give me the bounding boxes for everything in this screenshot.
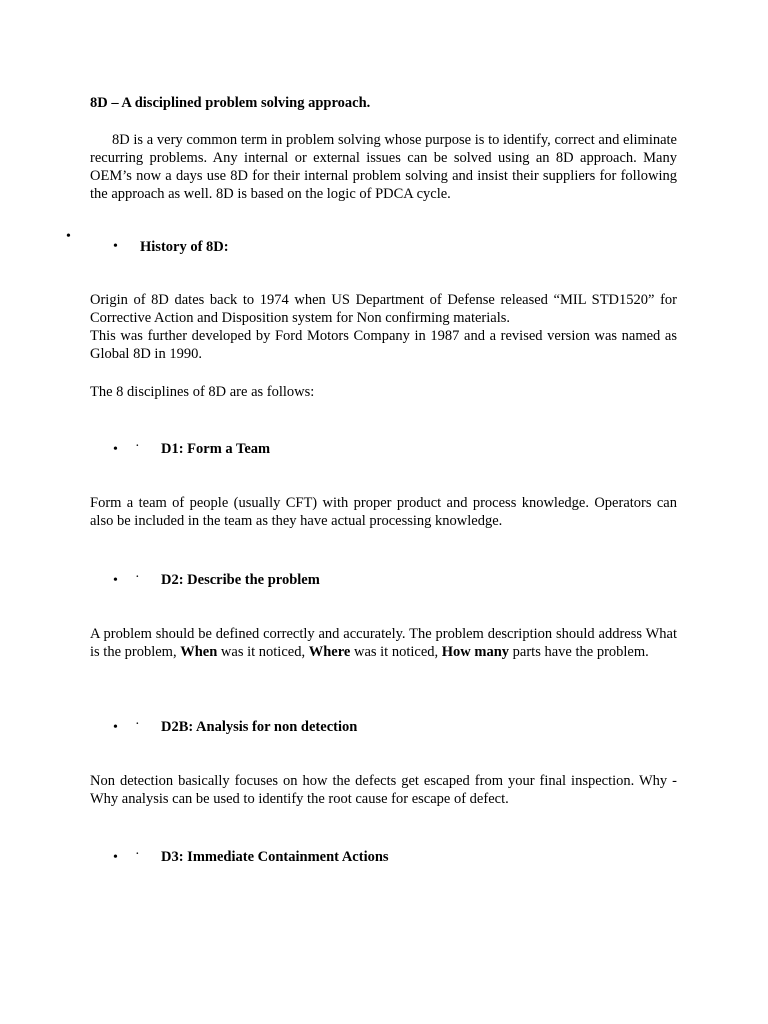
document-title: 8D – A disciplined problem solving approach. <box>90 95 371 111</box>
d1-paragraph: Form a team of people (usually CFT) with proper product and process knowledge. Operators can also be included in the team as they have actual processing knowledge. <box>90 495 677 529</box>
disciplines-intro: The 8 disciplines of 8D are as follows: <box>90 384 315 400</box>
d2-bold-where: Where <box>308 644 351 660</box>
dot-icon: · <box>135 439 140 454</box>
d1-heading: D1: Form a Team <box>161 441 271 457</box>
d2b-heading: D2B: Analysis for non detection <box>161 719 358 735</box>
d2b-paragraph: Non detection basically focuses on how the defects get escaped from your final inspection. Why - Why analysis can be used to identify the root cause for escape of defect. <box>90 773 677 807</box>
bullet-icon: • <box>113 720 118 735</box>
dot-icon: · <box>135 570 140 585</box>
d2-paragraph <box>90 625 677 661</box>
d2-text-4: parts have the problem. <box>509 644 649 660</box>
stray-bullet-icon: • <box>66 229 71 244</box>
bullet-icon: • <box>113 850 118 865</box>
d2-text-2: was it noticed, <box>217 644 309 660</box>
d2-heading: D2: Describe the problem <box>161 572 320 588</box>
d3-heading: D3: Immediate Containment Actions <box>161 849 389 865</box>
history-section <box>90 291 677 363</box>
history-heading: History of 8D: <box>140 239 229 255</box>
bullet-icon: • <box>113 239 118 254</box>
d2-text-3: was it noticed, <box>350 644 442 660</box>
history-paragraph-1: Origin of 8D dates back to 1974 when US Department of Defense released “MIL STD1520” for Corrective Action and Disposition system for Non confirming materials. <box>90 292 677 326</box>
bullet-icon: • <box>113 573 118 588</box>
bullet-icon: • <box>113 442 118 457</box>
d2-bold-when: When <box>180 644 218 660</box>
dot-icon: · <box>135 847 140 862</box>
d2-text-1: A problem should be defined correctly and accurately. The problem description should address What is the problem, <box>90 626 677 660</box>
dot-icon: · <box>135 717 140 732</box>
intro-paragraph: 8D is a very common term in problem solving whose purpose is to identify, correct and eliminate recurring problems. Any internal or external issues can be solved using an 8D approach. Many OEM’s now a days use 8D for their internal problem solving and insist their suppliers for following the approach as well. 8D is based on the logic of PDCA cycle. <box>90 132 677 202</box>
history-paragraph-2: This was further developed by Ford Motors Company in 1987 and a revised version was named as Global 8D in 1990. <box>90 328 677 362</box>
d2-bold-how-many: How many <box>441 644 510 660</box>
